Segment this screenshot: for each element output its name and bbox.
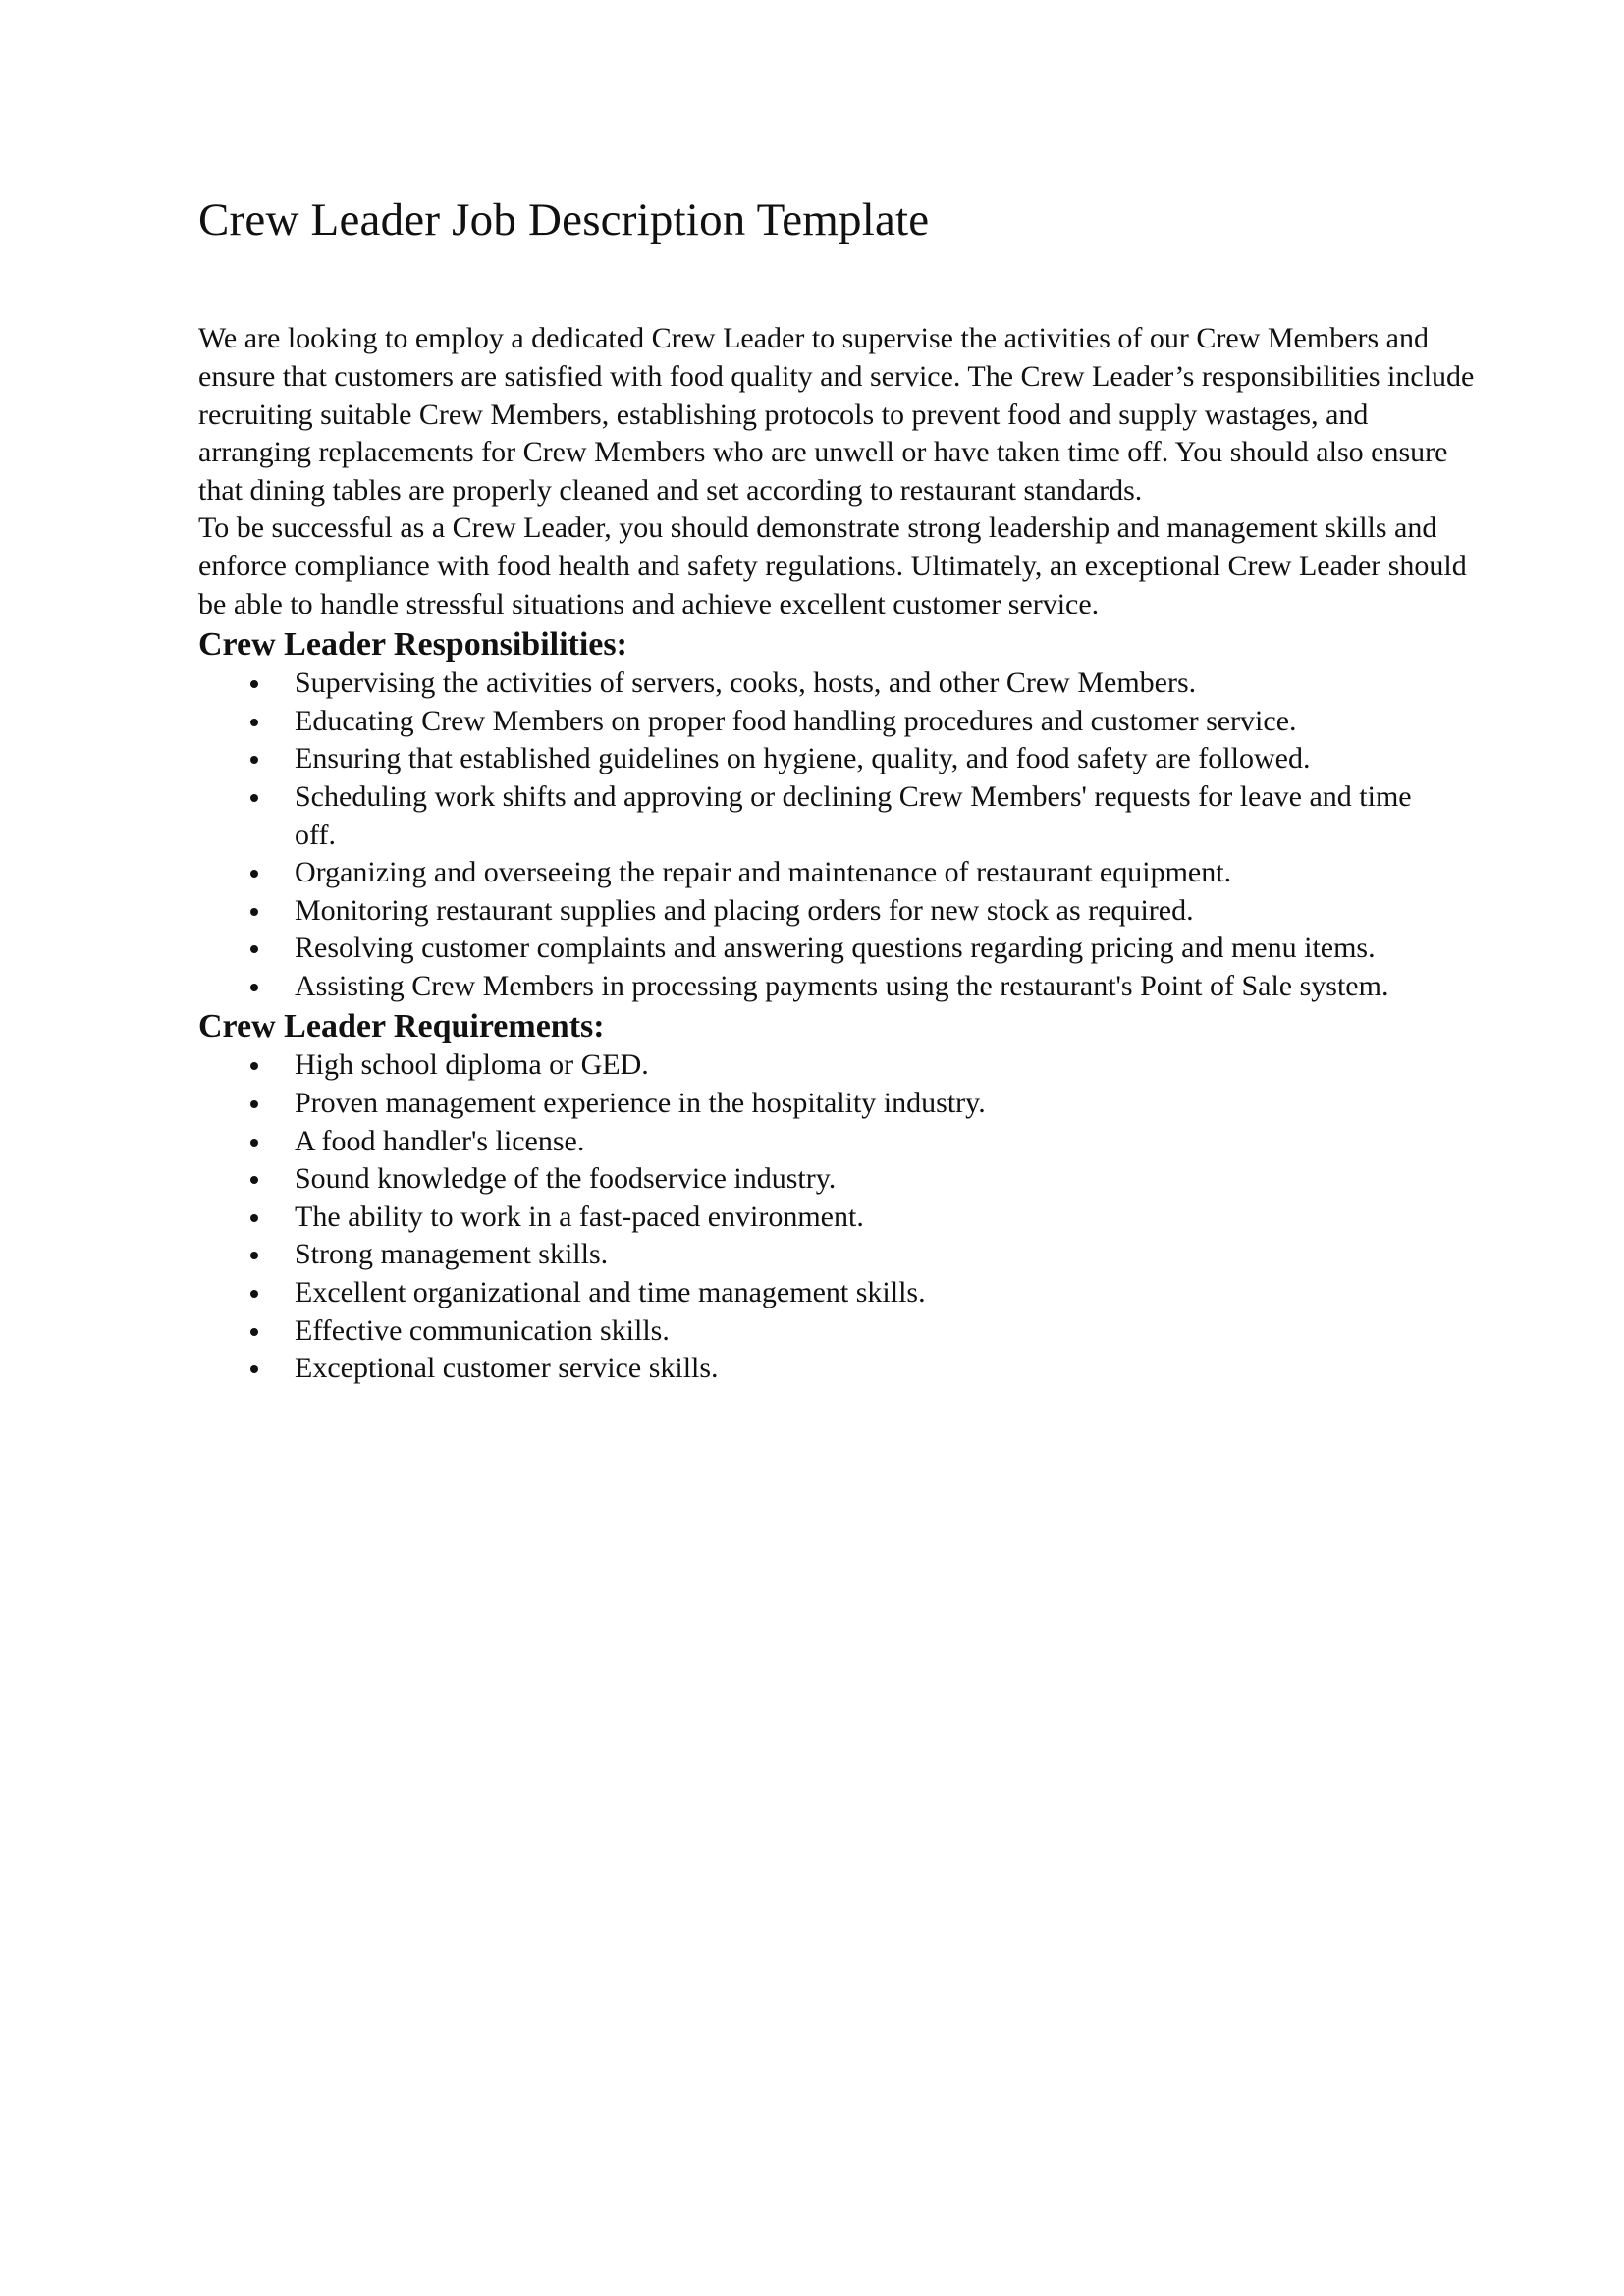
list-item-text: High school diploma or GED.	[295, 1048, 649, 1082]
bullet-icon	[250, 1100, 258, 1108]
list-item	[198, 778, 1434, 854]
list-item-text: Scheduling work shifts and approving or declining Crew Members' requests for leave and time off.	[295, 779, 1412, 851]
list-item	[198, 1046, 1434, 1085]
list-item	[198, 1312, 1434, 1351]
list-item	[198, 854, 1434, 892]
list-item	[198, 1274, 1434, 1312]
document-page	[198, 192, 1475, 1388]
bullet-icon	[250, 1252, 258, 1259]
bullet-icon	[250, 945, 258, 953]
list-item	[198, 1123, 1434, 1161]
list-item-text: Exceptional customer service skills.	[295, 1352, 719, 1385]
list-item	[198, 930, 1434, 968]
bullet-icon	[250, 1328, 258, 1336]
list-item-text: Sound knowledge of the foodservice industry.	[295, 1162, 837, 1196]
intro-paragraph: To be successful as a Crew Leader, you should demonstrate strong leadership and management skills and enforce compliance with food health and safety regulations. Ultimately, an exceptional Crew Leader should be able to handle stressful situations and achieve excellent customer service.	[198, 511, 1467, 620]
list-item-text: Excellent organizational and time management skills.	[295, 1276, 926, 1309]
intro-paragraph: We are looking to employ a dedicated Crew Leader to supervise the activities of our Crew Members and ensure that customers are satisfied with food quality and service. The Crew Leader’s responsibilities include recruiting suitable Crew Members, establishing protocols to prevent food and supply wastages, and arranging replacements for Crew Members who are unwell or have taken time off. You should also ensure that dining tables are properly cleaned and set according to restaurant standards.	[198, 322, 1475, 507]
list-item-text: The ability to work in a fast-paced environment.	[295, 1200, 864, 1233]
responsibilities-heading: Crew Leader Responsibilities:	[198, 626, 627, 664]
responsibilities-list	[198, 665, 1475, 1005]
bullet-icon	[250, 1214, 258, 1222]
intro-section	[198, 320, 1475, 623]
list-item-text: Resolving customer complaints and answering questions regarding pricing and menu items.	[295, 932, 1376, 965]
requirements-list	[198, 1046, 1475, 1387]
list-item-text: Organizing and overseeing the repair and maintenance of restaurant equipment.	[295, 856, 1232, 889]
list-item	[198, 665, 1434, 703]
list-item-text: Ensuring that established guidelines on hygiene, quality, and food safety are followed.	[295, 742, 1311, 775]
bullet-icon	[250, 719, 258, 726]
bullet-icon	[250, 756, 258, 764]
list-item	[198, 1350, 1434, 1388]
list-item	[198, 703, 1434, 741]
list-item	[198, 968, 1434, 1006]
list-item-text: Assisting Crew Members in processing payments using the restaurant's Point of Sale system.	[295, 969, 1389, 1002]
bullet-icon	[250, 1290, 258, 1298]
list-item	[198, 1160, 1434, 1199]
bullet-icon	[250, 1062, 258, 1070]
bullet-icon	[250, 680, 258, 688]
list-item-text: Proven management experience in the hospitality industry.	[295, 1087, 986, 1120]
list-item	[198, 740, 1434, 778]
bullet-icon	[250, 984, 258, 991]
list-item	[198, 1085, 1434, 1123]
list-item-text: Monitoring restaurant supplies and placing orders for new stock as required.	[295, 893, 1194, 927]
document-title: Crew Leader Job Description Template	[198, 194, 930, 245]
list-item-text: Supervising the activities of servers, cooks, hosts, and other Crew Members.	[295, 667, 1197, 700]
list-item-text: Strong management skills.	[295, 1238, 609, 1271]
list-item-text: Educating Crew Members on proper food handling procedures and customer service.	[295, 704, 1297, 737]
requirements-heading: Crew Leader Requirements:	[198, 1008, 605, 1045]
bullet-icon	[250, 1365, 258, 1373]
list-item	[198, 1236, 1434, 1274]
bullet-icon	[250, 870, 258, 878]
bullet-icon	[250, 1139, 258, 1147]
bullet-icon	[250, 908, 258, 916]
list-item	[198, 892, 1434, 931]
list-item-text: Effective communication skills.	[295, 1313, 670, 1347]
bullet-icon	[250, 1176, 258, 1184]
list-item	[198, 1199, 1434, 1237]
list-item-text: A food handler's license.	[295, 1124, 585, 1157]
bullet-icon	[250, 794, 258, 802]
